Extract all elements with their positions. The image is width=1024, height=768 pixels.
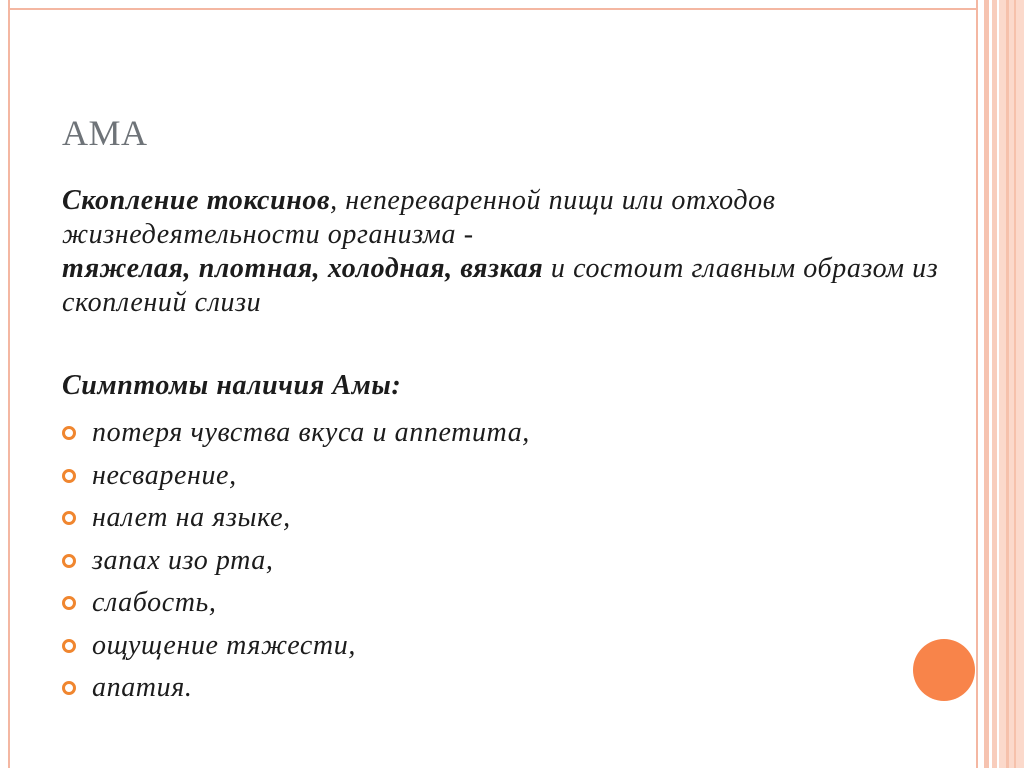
bullet-ring-icon xyxy=(62,681,76,695)
frame-top-line xyxy=(8,8,978,10)
list-item xyxy=(62,497,530,540)
frame-right-line xyxy=(976,0,978,768)
symptom-text: потеря чувства вкуса и аппетита, xyxy=(92,417,530,449)
definition-bold-2: тяжелая, плотная, холодная, вязкая xyxy=(62,253,544,284)
decorative-circle xyxy=(913,639,975,701)
frame-stripe xyxy=(1014,0,1016,768)
definition-text-1: , непереваренной пищи или отходов жизнедеятельности организма - xyxy=(62,185,776,250)
bullet-ring-icon xyxy=(62,554,76,568)
frame-stripe xyxy=(984,0,989,768)
bullet-ring-icon xyxy=(62,596,76,610)
list-item xyxy=(62,412,530,455)
definition-paragraph xyxy=(62,184,942,320)
symptom-list xyxy=(62,412,530,710)
bullet-ring-icon xyxy=(62,426,76,440)
frame-left-line xyxy=(8,0,10,768)
slide-title: AMA xyxy=(62,113,148,153)
symptom-text: налет на языке, xyxy=(92,502,291,534)
symptom-text: запах изо рта, xyxy=(92,544,274,576)
frame-stripe xyxy=(992,0,997,768)
symptom-text: несварение, xyxy=(92,459,237,491)
bullet-ring-icon xyxy=(62,511,76,525)
symptoms-heading: Симптомы наличия Амы: xyxy=(62,370,402,401)
list-item xyxy=(62,582,530,625)
list-item xyxy=(62,625,530,668)
list-item xyxy=(62,540,530,583)
bullet-ring-icon xyxy=(62,639,76,653)
definition-bold-1: Скопление токсинов xyxy=(62,185,331,216)
frame-stripe xyxy=(999,0,1024,768)
definition-text-2: и состоит главным образом из скоплений слизи xyxy=(62,253,939,318)
list-item xyxy=(62,667,530,710)
symptom-text: ощущение тяжести, xyxy=(92,629,356,661)
bullet-ring-icon xyxy=(62,469,76,483)
list-item xyxy=(62,455,530,498)
frame-stripe xyxy=(1006,0,1009,768)
symptom-text: слабость, xyxy=(92,587,217,619)
symptom-text: апатия. xyxy=(92,672,193,704)
